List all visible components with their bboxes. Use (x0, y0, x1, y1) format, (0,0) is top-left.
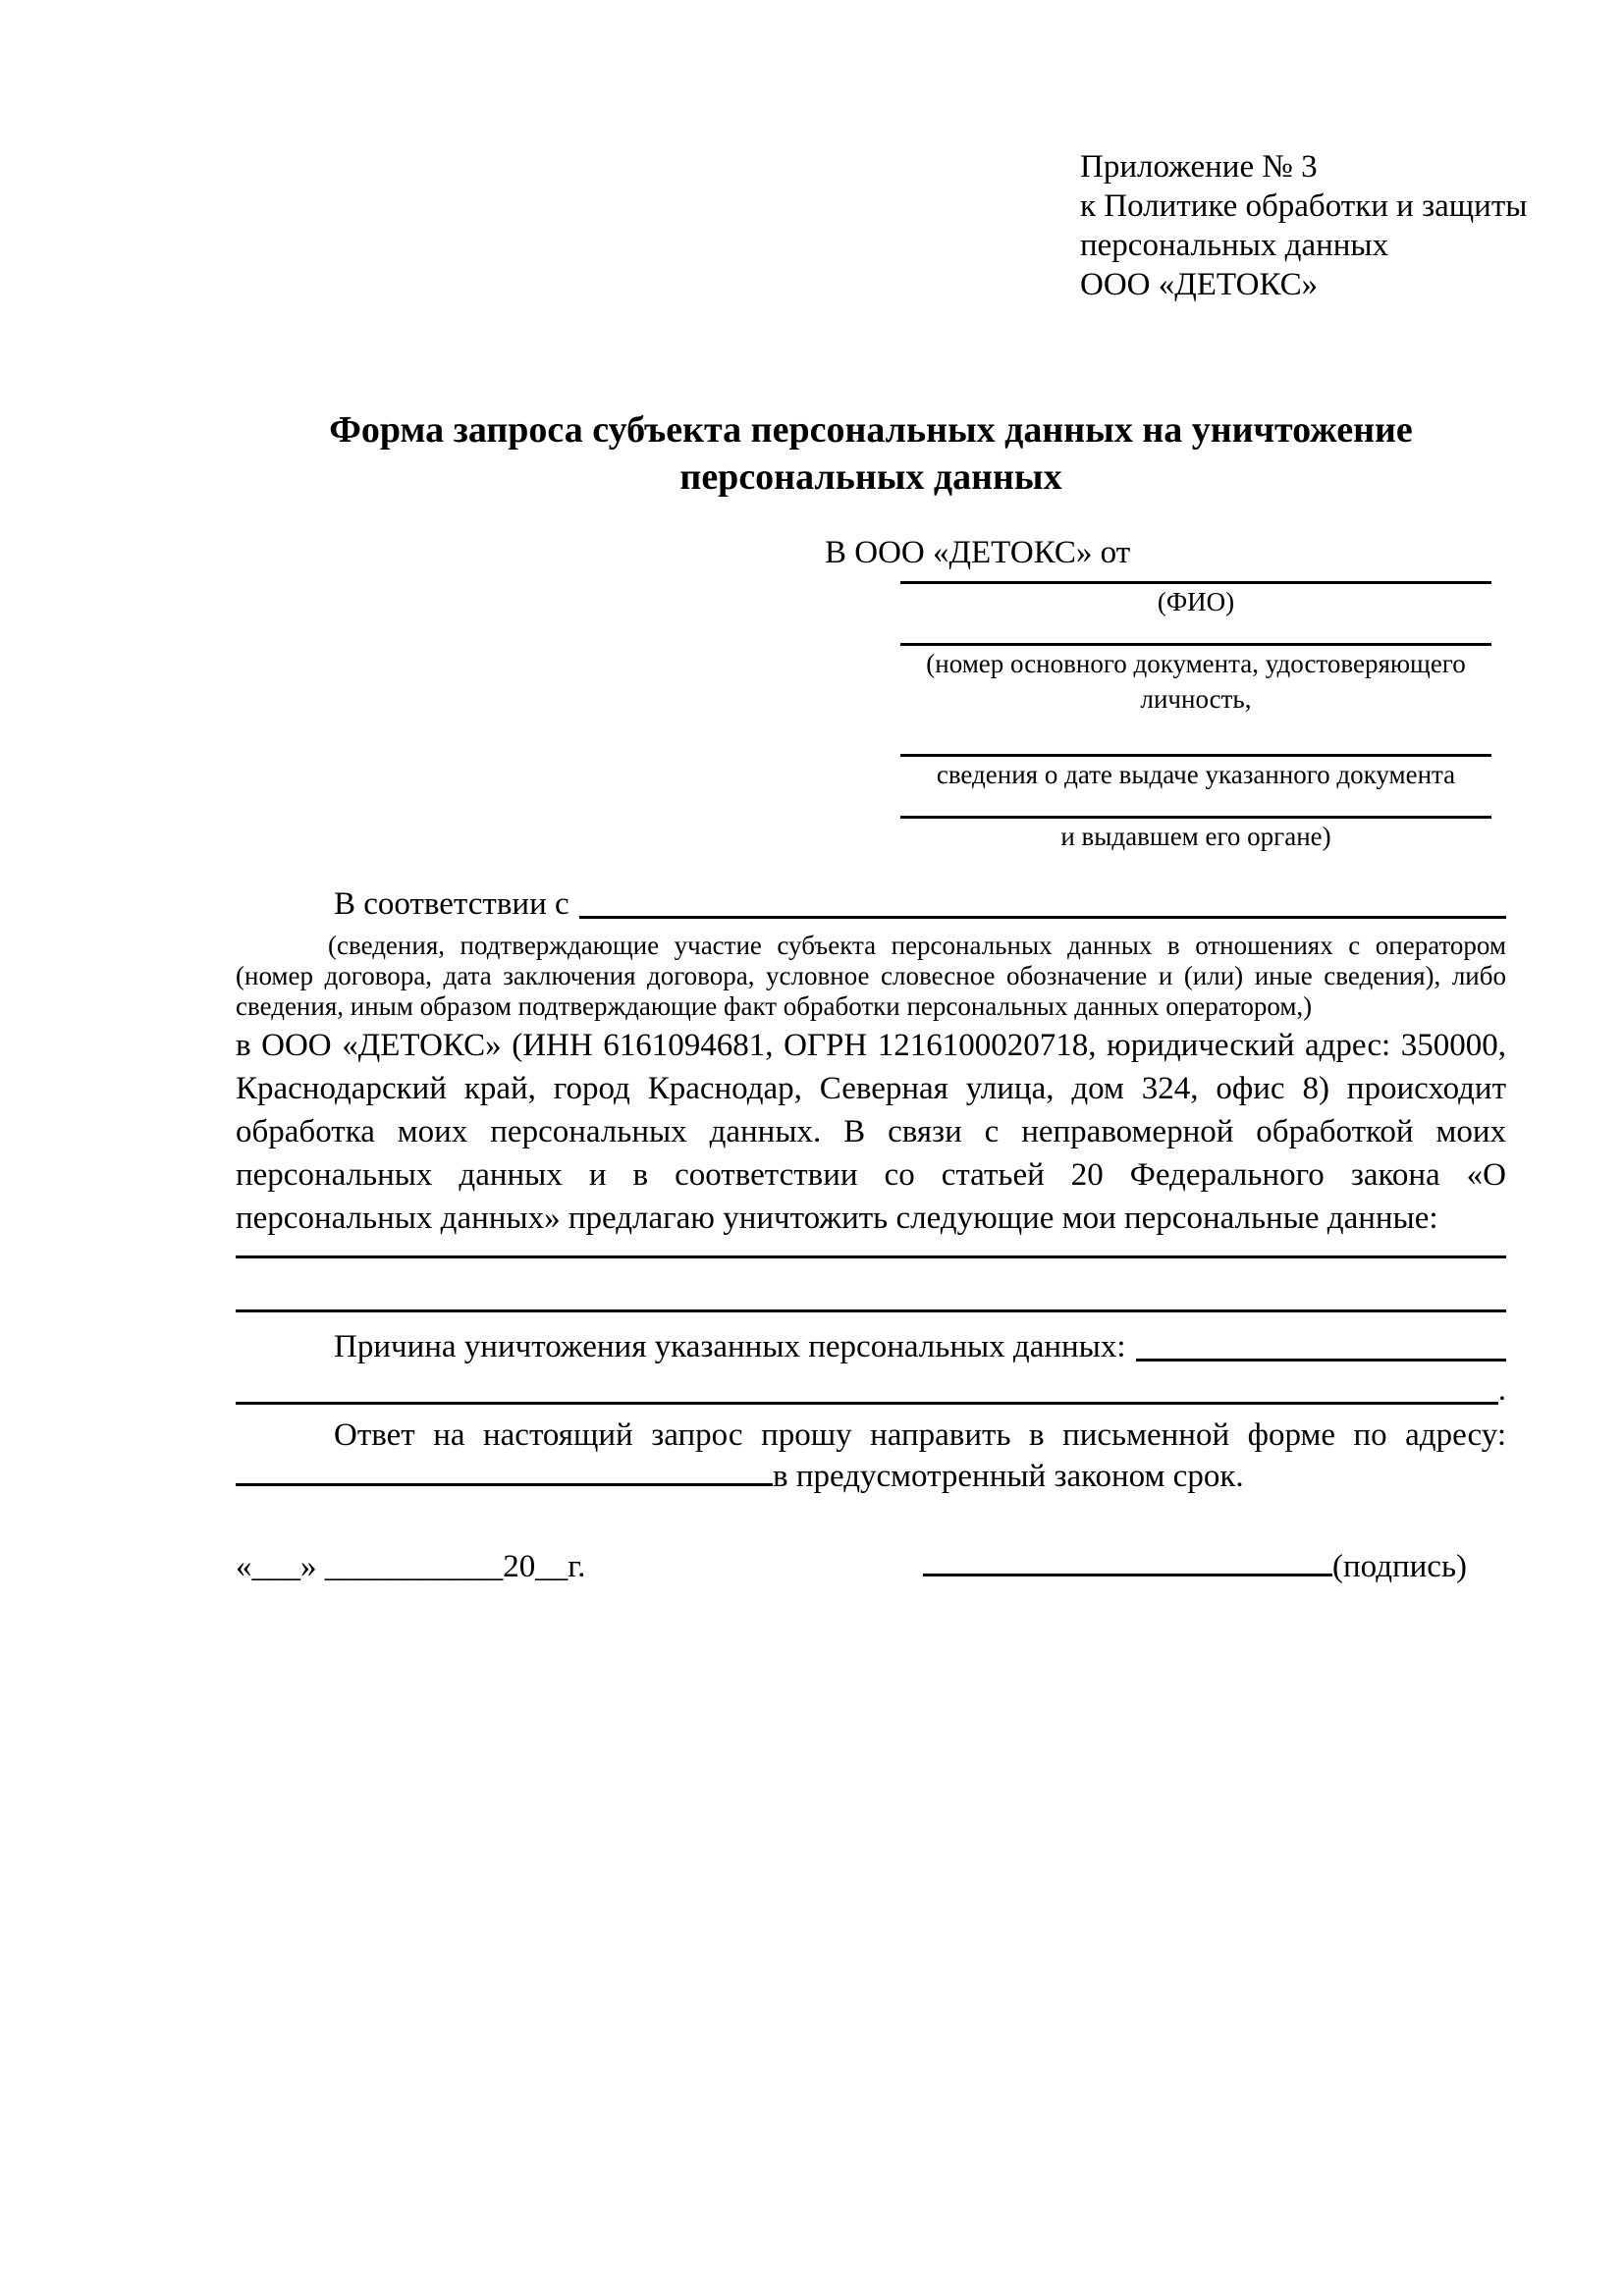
reason-blank-line-2 (236, 1369, 1498, 1405)
personal-data-blank-line-1 (236, 1240, 1506, 1258)
addressee-line: В ООО «ДЕТОКС» от (825, 535, 1131, 570)
response-address-line (236, 1456, 1506, 1497)
document-body (236, 532, 1506, 1587)
appendix-line: ООО «ДЕТОКС» (1080, 267, 1319, 302)
issuing-authority-caption: и выдавшем его органе) (1060, 822, 1331, 851)
signature-blank-line (923, 1574, 1332, 1576)
appendix-line: персональных данных (1080, 228, 1389, 263)
requester-details-block (900, 581, 1491, 854)
signature-caption: (подпись) (1332, 1549, 1467, 1584)
appendix-block (1080, 0, 1624, 304)
fio-row (900, 581, 1491, 619)
reason-label: Причина уничтожения указанных персональных данных: (334, 1329, 1126, 1364)
accordance-line (236, 883, 1506, 925)
reason-line (236, 1326, 1506, 1367)
signature-footer (236, 1546, 1506, 1587)
appendix-line: Приложение № 3 (1080, 149, 1318, 185)
issuing-authority-row (900, 816, 1491, 854)
personal-data-blank-line-2 (236, 1258, 1506, 1312)
main-paragraph: в ООО «ДЕТОКС» (ИНН 6161094681, ОГРН 1216100020718, юридический адрес: 350000, Краснодарский край, город Краснодар, Северная улица, дом 324, офис 8) происходит обработка моих персональных данных. В связи с неправомерной обработкой моих персональных данных и в соответствии со статьей 20 Федерального закона «О персональных данных» предлагаю уничтожить следующие мои персональные данные: (236, 1028, 1506, 1236)
accordance-blank-line (579, 883, 1506, 919)
issue-date-row (900, 754, 1491, 792)
date-blank: «___» ___________20__г. (236, 1549, 586, 1584)
reason-continuation-line (236, 1369, 1506, 1411)
reason-terminator: . (1497, 1372, 1506, 1408)
reason-blank-line (1136, 1326, 1506, 1362)
response-term-label: в предусмотренный законом срок. (773, 1459, 1244, 1494)
fio-caption: (ФИО) (1157, 587, 1235, 616)
appendix-line: к Политике обработки и защиты (1080, 188, 1528, 224)
document-title: Форма запроса субъекта персональных данных на уничтожение персональных данных (329, 409, 1413, 498)
accordance-note: (сведения, подтверждающие участие субъекта персональных данных в отношениях с оператором (номер договора, дата заключения договора, условное словесное обозначение и (или) иные сведения), либо сведения, иным образом подтверждающие факт обработки персональных данных оператором,) (236, 931, 1506, 1021)
document-number-caption: (номер основного документа, удостоверяющего личность, (926, 649, 1466, 714)
address-blank-line (236, 1483, 773, 1486)
accordance-label: В соответствии с (334, 886, 569, 922)
document-number-row (900, 643, 1491, 717)
issue-date-caption: сведения о дате выдаче указанного документа (936, 760, 1456, 789)
response-request-line: Ответ на настоящий запрос прошу направить в письменной форме по адресу: (334, 1417, 1506, 1453)
signature-group (923, 1546, 1467, 1587)
